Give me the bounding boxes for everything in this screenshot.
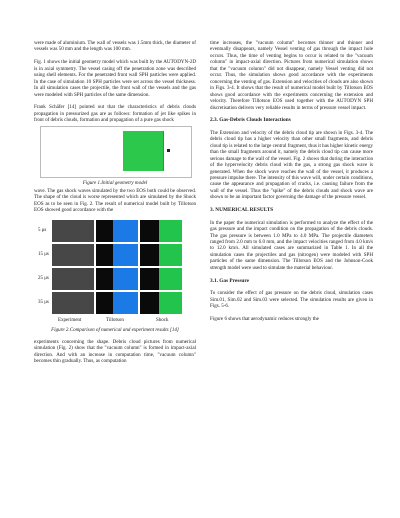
tillotson-cell: [96, 268, 138, 290]
row-label: 5 μs: [38, 227, 47, 233]
paragraph: wave. The gas shock waves simulated by the two EOS both could be observed. The shape of the cloud is worse represented which are simulated by the Shock EOS as to be seen in Fig. 2. The result of numerical model built by Tillotson EOS showed good accordance with the: [34, 187, 196, 214]
shock-cell: [140, 244, 182, 266]
column-label: Shock: [156, 317, 169, 323]
figure-row: [52, 220, 182, 242]
section-heading: 3. NUMERICAL RESULTS: [210, 207, 274, 214]
vessel-wall: [163, 131, 164, 171]
figure-row: [52, 268, 182, 290]
row-label: 25 μs: [38, 275, 49, 281]
paragraph: time increases, the "vacuum column" becomes thinner and thinner and eventually disappears, namely Vessel venting of gas through the impact hole occurs. Thus, the time of venting begins to occur is related to the "vacuum column" in impact-axial direction. Pictures from numerical simulation shows that the "vacuum column" did not disappear, namely Vessel venting did not occur. Thus, the simulation shows good accordance with the experiments concerning the venting of gas. Extension and velocities of clouds are also shown in Figs. 3-4. It shows that the result of numerical model built by Tillotson EOS shows good accordance with the experiments concerning the extension and velocity. Therefore Tillotson EOS used together with the AUTODYN SPH discretisation delivers very reliable results in terms of pressure vessel impact.: [210, 40, 373, 111]
experiment-cell: [52, 292, 94, 314]
section-heading: 2.3. Gas-Debris Clouds Interactions: [210, 117, 291, 124]
experiment-cell: [52, 268, 94, 290]
shock-cell: [140, 292, 182, 314]
paragraph: were made of aluminium. The wall of vessels was 1.5mm thick, the diameter of vessels was 50 mm and the length was 100 mm.: [34, 40, 196, 53]
paragraph: In the paper the numerical simulation is performed to analyze the effect of the gas pressure and the impact condition on the propagation of the debris clouds. The gas pressure is between 1.0 MPa to 4.0 MPa. The projectile diameters ranged from 2.0 mm to 6.0 mm, and the impact velocities ranged from 4.0 km/s to 12.0 km/s. All simulated cases are summarized in Table 1. In all the simulation cases the projectiles and gas (nitrogen) were modeled with SPH particles of the same dimension. The Tillotson EOS and the Johnson-Cook strength model were used to simulate the material behaviour.: [210, 219, 373, 271]
tillotson-cell: [96, 244, 138, 266]
paragraph: Figure 6 shows that aerodynamic reduces strongly the: [210, 315, 319, 322]
experiment-cell: [52, 244, 94, 266]
projectile: [167, 149, 170, 152]
section-heading: 3.1. Gas Pressure: [210, 277, 249, 284]
figure-1-caption: Figure 1.Initial geometry model: [82, 179, 148, 186]
shock-cell: [140, 220, 182, 242]
gas-region: [123, 131, 163, 171]
figure-row: [52, 292, 182, 314]
paragraph: Frank Schäfer [14] pointed out that the characteristics of debris clouds propagation in pressurized gas are as follows: formation of jet like spikes in front of debris clouds, formation and propagation of a pure gas shock: [34, 104, 196, 124]
figure-2-image: [38, 220, 190, 325]
paragraph: experiments concerning the shape. Debris cloud pictures from numerical simulation (Fig. 2) show that the "vacuum column" is formed in impact-axial direction. And with an increase in computation time, "vacuum column" becomes thin gradually. Thus, as computation: [34, 338, 196, 365]
left-column: [34, 40, 196, 371]
figure-row: [52, 244, 182, 266]
row-label: 15 μs: [38, 251, 49, 257]
tillotson-cell: [96, 220, 138, 242]
column-label: Experiment: [58, 317, 82, 323]
right-column: [210, 40, 373, 329]
paragraph: To consider the effect of gas pressure on the debris cloud, simulation cases Sim.01, Sim.02 and Sim.03 were selected. The simulation results are given in Figs. 5-6.: [210, 290, 373, 310]
column-label: Tillotson: [106, 317, 124, 323]
experiment-cell: [52, 220, 94, 242]
figure-1-image: [40, 126, 192, 178]
tillotson-cell: [96, 292, 138, 314]
shock-cell: [140, 268, 182, 290]
figure-2-caption: Figure 2.Comparison of numerical and experiment results [14]: [51, 326, 179, 333]
paragraph: Fig. 1 shows the initial geometry model which was built by the AUTODYN-2D is in axial symmetry. The vessel casing off the penetration zone was described using shell elements. For the penetrated front wall SPH particles were applied. In the case of simulation 10 SPH particles were set across the vessel thickness. In all simulation cases the projectile, the front wall of the vessels and the gas were modeled with SPH particles of the same dimension.: [34, 59, 196, 98]
paragraph: The Extension and velocity of the debris cloud tip are shown in Figs. 3-4. The debris cloud tip has a higher velocity than other small fragments, and debris cloud tip is related to the large central fragment, thus it has higher kinetic energy than the small fragments around it, namely the debris cloud tip can cause more serious damage to the wall of the vessel. Fig. 2 shows that during the interaction of the hypervelocity debris cloud with the gas, a strong gas shock wave is generated. When the shock wave reaches the wall of the vessel, it produces a pressure impulse there. The intensity of this wave will, under certain conditions, cause the appearance and propagation of cracks, i.e. causing failure from the wall of the vessel. Thus the "spike" of the debris clouds and shock wave are shown to be an important factor governing the damage of the pressure vessel.: [210, 129, 373, 201]
row-label: 35 μs: [38, 299, 49, 305]
